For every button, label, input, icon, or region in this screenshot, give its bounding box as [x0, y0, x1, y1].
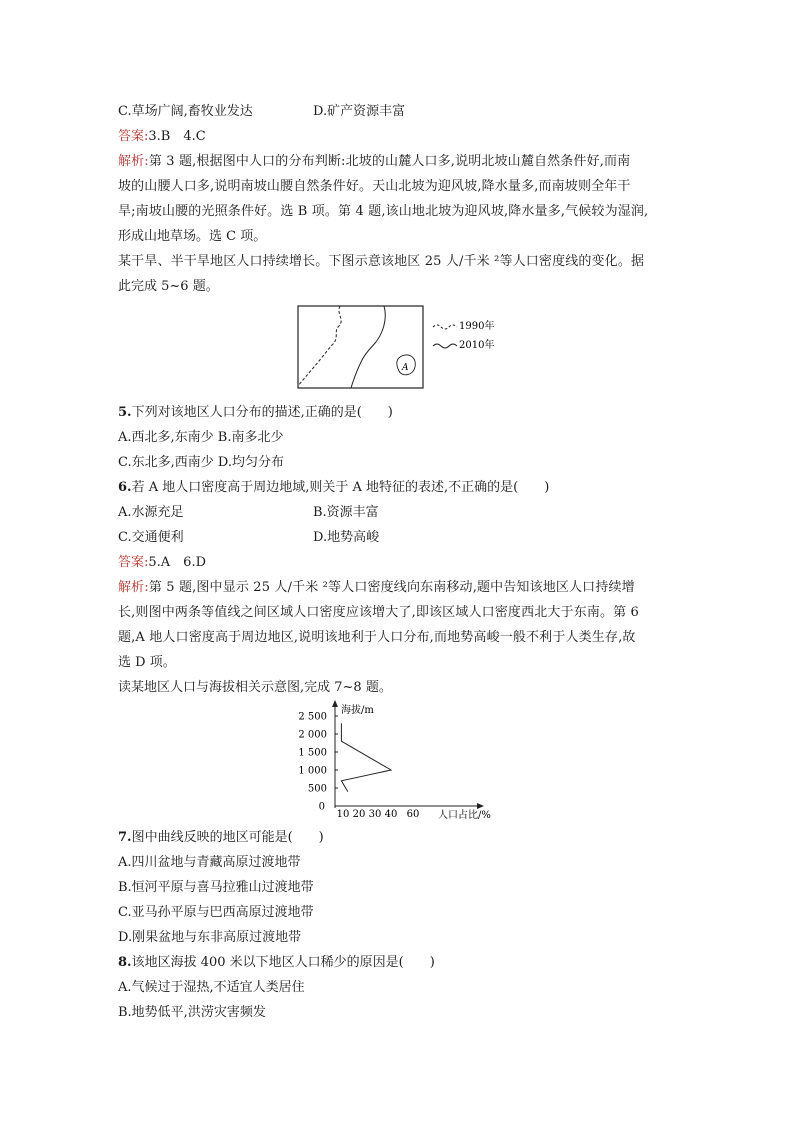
analysis-5-6-line1	[118, 579, 635, 596]
option-6c: C.交通便利	[118, 530, 184, 545]
y-tick-label: 2 500	[298, 711, 327, 723]
y-axis-label: 海拔/m	[341, 705, 374, 716]
answer-5-6	[118, 554, 206, 571]
question-7	[118, 829, 324, 846]
option-8b: B.地势低平,洪涝灾害频发	[118, 1005, 266, 1020]
legend-2010-symbol	[433, 344, 457, 348]
analysis-3-4-line2: 坡的山腰人口多,说明南坡山腰自然条件好。天山北坡为迎风坡,降水量多,而南坡则全年干	[118, 179, 631, 194]
analysis-5-6-line2: 长,则图中两条等值线之间区域人口密度应该增大了,即该区域人口密度西北大于东南。第 6	[118, 605, 639, 620]
intro-7-8: 读某地区人口与海拔相关示意图,完成 7~8 题。	[118, 680, 392, 695]
question-number: 6.	[118, 480, 132, 495]
option-8a: A.气候过于湿热,不适宜人类居住	[118, 980, 305, 995]
analysis-5-6-line3: 题,A 地人口密度高于周边地区,说明该地利于人口分布,而地势高峻一般不利于人类生存,故	[118, 630, 636, 645]
q6-options-cd	[118, 529, 380, 546]
population-curve	[341, 723, 391, 791]
analysis-text: 第 3 题,根据图中人口的分布判断:北坡的山麓人口多,说明北坡山麓自然条件好,而南	[148, 154, 631, 169]
answer-text: 3.B 4.C	[148, 129, 206, 144]
option-7d: D.刚果盆地与东非高原过渡地带	[118, 930, 302, 945]
question-6	[118, 479, 549, 496]
map-frame	[298, 306, 423, 388]
point-a-label: A	[402, 363, 409, 373]
question-5	[118, 404, 393, 421]
y-axis-arrow	[332, 700, 338, 707]
isoline-1990	[298, 306, 341, 386]
analysis-text: 第 5 题,图中显示 25 人/千米 ²等人口密度线向东南移动,题中告知该地区人口持续增	[148, 580, 635, 595]
x-tick-label: 40	[384, 809, 398, 820]
question-8	[118, 954, 435, 971]
question-number: 8.	[118, 955, 132, 970]
analysis-5-6-line4: 选 D 项。	[118, 655, 176, 670]
legend-1990-label: 1990年	[459, 321, 495, 332]
answer-label: 答案:	[118, 555, 149, 570]
analysis-3-4-line3: 旱;南坡山腰的光照条件好。选 B 项。第 4 题,该山地北坡为迎风坡,降水量多,气候较为湿润,	[118, 204, 649, 219]
option-6a: A.水源充足	[118, 505, 184, 520]
x-tick-label: 30	[368, 809, 382, 820]
analysis-3-4-line1	[118, 153, 630, 170]
intro-5-6-line1: 某干旱、半干旱地区人口持续增长。下图示意该地区 25 人/千米 ²等人口密度线的变化。据	[118, 254, 645, 269]
y-tick-label: 2 000	[298, 729, 327, 741]
question-number: 7.	[118, 830, 132, 845]
answer-3-4	[118, 128, 206, 145]
x-axis-label: 人口占比/%	[438, 810, 491, 821]
isoline-2010	[351, 306, 385, 388]
x-axis-arrow	[477, 803, 484, 809]
question-text: 图中曲线反映的地区可能是( )	[131, 830, 324, 845]
option-6b: B.资源丰富	[313, 505, 379, 520]
isoline-map-figure	[292, 300, 512, 395]
y-tick-label: 1 000	[298, 765, 327, 777]
q4-options-cd	[118, 103, 406, 120]
y-tick-label: 500	[307, 783, 327, 795]
x-tick-label: 60	[406, 809, 420, 820]
analysis-label: 解析:	[118, 154, 149, 169]
question-text: 下列对该地区人口分布的描述,正确的是( )	[131, 405, 393, 420]
option-6d: D.地势高峻	[313, 530, 380, 545]
legend-2010-label: 2010年	[459, 340, 495, 351]
option-4c: C.草场广阔,畜牧业发达	[118, 104, 253, 119]
q5-options-ab: A.西北多,东南少 B.南多北少	[118, 430, 284, 445]
x-tick-label: 20	[352, 809, 366, 820]
q5-options-cd: C.东北多,西南少 D.均匀分布	[118, 455, 284, 470]
option-7a: A.四川盆地与青藏高原过渡地带	[118, 855, 301, 870]
legend-1990-symbol	[433, 325, 457, 329]
answer-text: 5.A 6.D	[148, 555, 207, 570]
question-text: 若 A 地人口密度高于周边地域,则关于 A 地特征的表述,不正确的是( )	[131, 480, 550, 495]
q6-options-ab	[118, 504, 379, 521]
answer-label: 答案:	[118, 129, 149, 144]
analysis-label: 解析:	[118, 580, 149, 595]
y-tick-label: 1 500	[298, 747, 327, 759]
intro-5-6-line2: 此完成 5~6 题。	[118, 279, 219, 294]
question-number: 5.	[118, 405, 132, 420]
x-tick-label: 10	[336, 809, 350, 820]
option-7c: C.亚马孙平原与巴西高原过渡地带	[118, 905, 314, 920]
question-text: 该地区海拔 400 米以下地区人口稀少的原因是( )	[131, 955, 435, 970]
population-elevation-chart	[285, 698, 510, 823]
option-7b: B.恒河平原与喜马拉雅山过渡地带	[118, 880, 314, 895]
option-4d: D.矿产资源丰富	[313, 104, 406, 119]
analysis-3-4-line4: 形成山地草场。选 C 项。	[118, 229, 267, 244]
y-tick-label: 0	[318, 801, 325, 813]
